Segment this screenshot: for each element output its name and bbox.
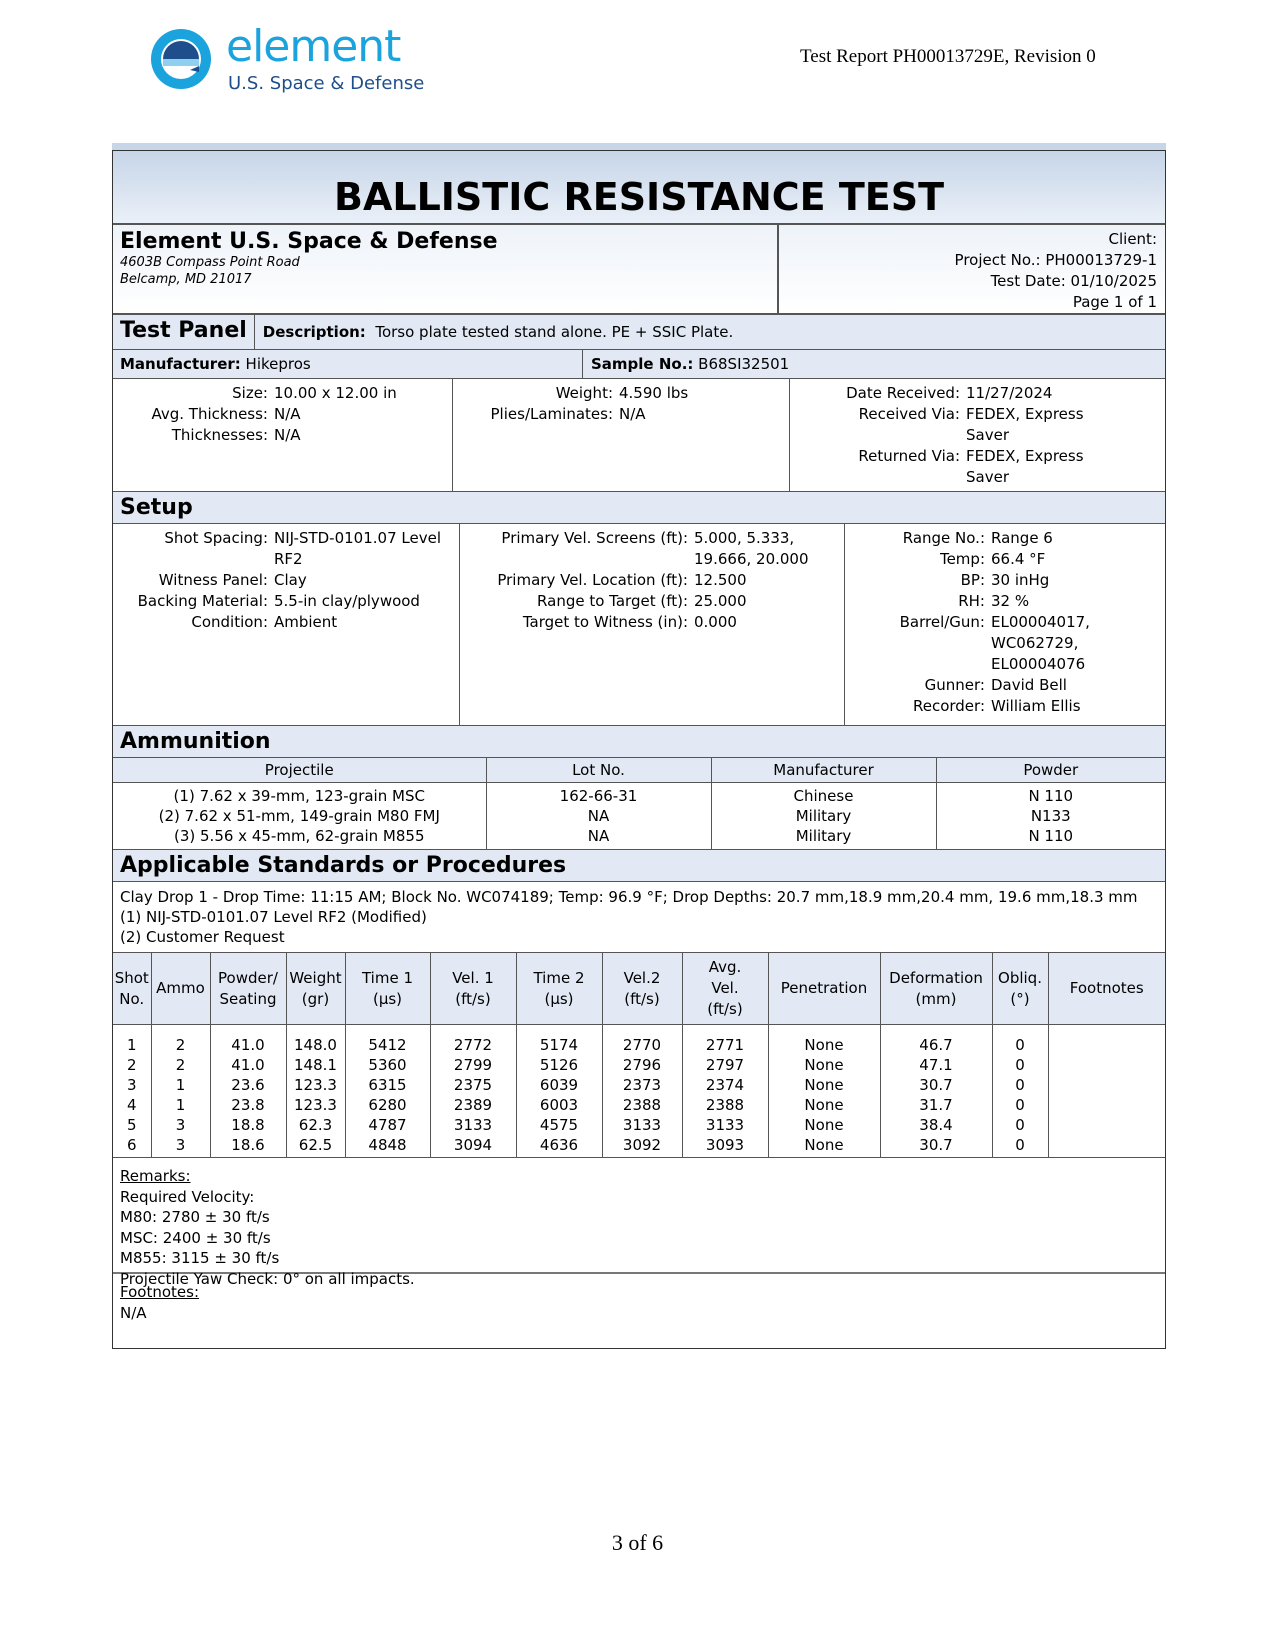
ammunition-row [113,806,1165,826]
page-number: 3 of 6 [611,1530,664,1555]
shot-header-line: Time 2 [533,968,585,987]
shot-cell-penetration: None [768,1025,880,1056]
shot-cell-powder-seating: 41.0 [210,1055,286,1075]
shot-cell-shot-no: 4 [113,1095,151,1115]
shot-cell-time-2: 5126 [516,1055,602,1075]
range-no-value: Range 6 [991,529,1053,547]
shot-cell-obliquity: 0 [992,1135,1048,1158]
ammo-lot: 162-66-31 [486,783,711,807]
rh-label: RH: [958,592,985,610]
report-title: BALLISTIC RESISTANCE TEST [113,151,1165,225]
manufacturer-label: Manufacturer: [120,355,241,373]
shot-header-line: Seating [219,989,277,1008]
shot-cell-weight: 123.3 [286,1075,345,1095]
ammo-powder: N133 [1030,807,1071,825]
ammo-projectile: (3) 5.56 x 45-mm, 62-grain M855 [113,826,486,850]
lab-address-1: 4603B Compass Point Road [120,255,300,270]
panel-details-col1 [113,379,453,491]
shot-cell-penetration: None [768,1115,880,1135]
shot-cell-vel-1: 2389 [430,1095,516,1115]
shot-cell-time-1: 4848 [345,1135,430,1158]
target-to-witness-value: 0.000 [694,613,737,631]
shot-header-line: (ft/s) [624,989,660,1008]
shot-cell-ammo: 1 [151,1095,210,1115]
panel-details-col2 [453,379,790,491]
shot-cell-avg-vel: 3133 [682,1115,768,1135]
description-value: Torso plate tested stand alone. PE + SSIC Plate. [375,323,734,341]
temp-label: Temp: [939,550,985,568]
shot-cell-ammo: 2 [151,1025,210,1056]
shot-cell-weight: 148.0 [286,1025,345,1056]
shot-cell-vel-1: 2375 [430,1075,516,1095]
bp-label: BP: [960,571,985,589]
sample-label: Sample No.: [591,355,694,373]
shot-cell-time-1: 4787 [345,1115,430,1135]
vel-location-value: 12.500 [694,571,747,589]
project-number: Project No.: PH00013729-1 [954,251,1157,269]
gunner-value: David Bell [991,676,1067,694]
report-id: Test Report PH00013729E, Revision 0 [800,46,1096,67]
returned-via-label: Returned Via: [858,447,960,465]
shot-cell-powder-seating: 41.0 [210,1025,286,1056]
thicknesses-label: Thicknesses: [171,426,268,444]
shot-header-footnotes [1048,953,1165,1025]
shot-header-time-1 [345,953,430,1025]
date-received-value: 11/27/2024 [966,384,1053,402]
ammunition-row [113,783,1165,807]
shot-cell-vel-2: 2388 [602,1095,682,1115]
backing-material-value: 5.5-in clay/plywood [274,592,420,610]
shot-cell-time-2: 6039 [516,1075,602,1095]
shot-cell-avg-vel: 3093 [682,1135,768,1158]
manufacturer-row [113,350,1165,379]
shot-header-line: No. [119,989,145,1008]
shot-header-time-2 [516,953,602,1025]
shot-cell-weight: 62.3 [286,1115,345,1135]
shot-cell-avg-vel: 2797 [682,1055,768,1075]
ammo-projectile: (1) 7.62 x 39-mm, 123-grain MSC [113,783,486,807]
page-of: Page 1 of 1 [1072,293,1157,311]
ammo-lot: NA [486,806,711,826]
shot-cell-ammo: 3 [151,1115,210,1135]
shot-header-row [113,953,1165,1025]
report-form [112,150,1166,1349]
ammo-powder: N 110 [1028,827,1074,845]
remarks-block [113,1158,1165,1288]
avg-thickness-value: N/A [274,405,301,423]
shot-cell-vel-2: 3133 [602,1115,682,1135]
shot-row [113,1055,1165,1075]
shot-cell-obliquity: 0 [992,1095,1048,1115]
shot-cell-avg-vel: 2771 [682,1025,768,1056]
shot-header-deformation [880,953,992,1025]
logo-wordmark: element [226,21,401,72]
shot-cell-powder-seating: 23.6 [210,1075,286,1095]
shot-cell-vel-2: 2770 [602,1025,682,1056]
shot-header-line: (mm) [915,989,957,1008]
shot-cell-time-2: 4575 [516,1115,602,1135]
shot-cell-time-2: 6003 [516,1095,602,1115]
shot-header-obliquity [992,953,1048,1025]
shot-header-shot-no [113,953,151,1025]
shot-header-powder-seating [210,953,286,1025]
condition-value: Ambient [274,613,338,631]
shot-header-line: Powder/ [218,968,278,987]
shot-cell-shot-no: 2 [113,1055,151,1075]
shot-cell-shot-no: 6 [113,1135,151,1158]
shot-spacing-label: Shot Spacing: [164,529,268,547]
shot-row [113,1025,1165,1056]
ammunition-table [113,758,1165,850]
ammo-lot: NA [486,826,711,850]
shot-header-weight [286,953,345,1025]
shot-cell-vel-1: 3094 [430,1135,516,1158]
ammo-header-powder: Powder [936,758,1165,783]
shot-cell-deformation: 31.7 [880,1095,992,1115]
shot-row [113,1135,1165,1158]
barrel-gun-value: EL00004017, WC062729, EL00004076 [991,613,1090,673]
shot-cell-footnotes [1048,1025,1165,1056]
panel-details [113,379,1165,492]
shot-cell-time-1: 6315 [345,1075,430,1095]
shot-header-vel-2 [602,953,682,1025]
lab-info [113,225,779,313]
ammo-manufacturer: Military [711,826,936,850]
shot-cell-vel-1: 2799 [430,1055,516,1075]
shot-header-line: Deformation [889,968,983,987]
standards-text [113,882,1165,953]
panel-details-col3 [790,379,1165,491]
received-via-label: Received Via: [858,405,960,423]
shot-header-line: (µs) [372,989,403,1008]
clay-drop-line: Clay Drop 1 - Drop Time: 11:15 AM; Block No. WC074189; Temp: 96.9 °F; Drop Depths: 20.7 mm,18.9 mm,20.4 mm, 19.6 mm,18.3 mm [120,888,1138,906]
shot-header-line: (gr) [301,989,330,1008]
vel-screens-label: Primary Vel. Screens (ft): [501,529,688,547]
weight-label: Weight: [555,384,613,402]
weight-value: 4.590 lbs [619,384,689,402]
shot-spacing-value: NIJ-STD-0101.07 Level RF2 [274,529,441,568]
shot-cell-powder-seating: 23.8 [210,1095,286,1115]
thicknesses-value: N/A [274,426,301,444]
shot-cell-time-2: 4636 [516,1135,602,1158]
test-panel-heading: Test Panel [113,315,255,349]
rh-value: 32 % [991,592,1030,610]
manufacturer-value: Hikepros [245,355,311,373]
recorder-value: William Ellis [991,697,1081,715]
shot-cell-weight: 62.5 [286,1135,345,1158]
lab-address-2: Belcamp, MD 21017 [120,272,252,287]
shot-cell-shot-no: 3 [113,1075,151,1095]
shot-header-line: Footnotes [1069,979,1144,997]
shot-cell-penetration: None [768,1095,880,1115]
remarks-label: Remarks: [120,1167,191,1185]
ammo-header-projectile: Projectile [113,758,486,783]
shot-row [113,1095,1165,1115]
received-via-value: FEDEX, Express Saver [966,405,1084,444]
range-to-target-label: Range to Target (ft): [537,592,688,610]
test-date: Test Date: 01/10/2025 [990,272,1157,290]
bp-value: 30 inHg [991,571,1050,589]
shot-cell-obliquity: 0 [992,1025,1048,1056]
shot-cell-deformation: 47.1 [880,1055,992,1075]
shot-header-ammo [151,953,210,1025]
shot-row [113,1115,1165,1135]
footnotes-label: Footnotes: [120,1283,199,1301]
shot-cell-deformation: 30.7 [880,1075,992,1095]
shot-cell-footnotes [1048,1055,1165,1075]
ammunition-header-row [113,758,1165,783]
shot-cell-obliquity: 0 [992,1075,1048,1095]
plies-value: N/A [619,405,646,423]
ammo-manufacturer: Chinese [711,783,936,807]
target-to-witness-label: Target to Witness (in): [522,613,688,631]
shot-cell-shot-no: 1 [113,1025,151,1056]
shot-row [113,1075,1165,1095]
barrel-gun-label: Barrel/Gun: [899,613,985,631]
sample-value: B68SI32501 [698,355,790,373]
title-accent-bar [112,143,1166,150]
witness-panel-value: Clay [274,571,307,589]
shot-header-line: Shot [114,968,149,987]
remark-line: M80: 2780 ± 30 ft/s [120,1208,270,1226]
shot-header-penetration [768,953,880,1025]
shot-cell-deformation: 46.7 [880,1025,992,1056]
ammunition-heading: Ammunition [113,726,1165,758]
shot-cell-ammo: 2 [151,1055,210,1075]
shot-header-line: (ft/s) [707,1000,743,1018]
remark-line: MSC: 2400 ± 30 ft/s [120,1228,271,1247]
header-block [113,225,1165,315]
shot-cell-weight: 148.1 [286,1055,345,1075]
shot-header-line: Vel. 1 [452,968,494,987]
shot-cell-penetration: None [768,1075,880,1095]
temp-value: 66.4 °F [991,550,1046,568]
shot-cell-shot-no: 5 [113,1115,151,1135]
ammo-projectile: (2) 7.62 x 51-mm, 149-grain M80 FMJ [113,806,486,826]
shot-header-avg-vel [682,953,768,1025]
remark-line: M855: 3115 ± 30 ft/s [120,1249,280,1267]
vel-location-label: Primary Vel. Location (ft): [497,571,688,589]
shot-header-line: Penetration [780,979,868,997]
remark-line: Required Velocity: [120,1187,255,1206]
shot-header-line: Obliq. [998,968,1042,987]
setup-details [113,524,1165,726]
ammo-header-manufacturer: Manufacturer [711,758,936,783]
shot-cell-penetration: None [768,1055,880,1075]
setup-col1 [113,524,460,725]
setup-col2 [460,524,845,725]
shot-header-line: Avg. [708,958,742,976]
shot-cell-vel-2: 2373 [602,1075,682,1095]
plies-label: Plies/Laminates: [490,405,613,423]
shot-cell-powder-seating: 18.8 [210,1115,286,1135]
vel-screens-value: 5.000, 5.333, 19.666, 20.000 [694,529,809,568]
shot-cell-ammo: 1 [151,1075,210,1095]
shot-cell-time-1: 5360 [345,1055,430,1075]
condition-label: Condition: [191,613,268,631]
shot-cell-avg-vel: 2374 [682,1075,768,1095]
setup-heading: Setup [113,492,1165,524]
shot-cell-time-1: 5412 [345,1025,430,1056]
test-panel-row [113,315,1165,350]
test-panel-description [255,315,741,349]
shot-cell-time-1: 6280 [345,1095,430,1115]
witness-panel-label: Witness Panel: [158,571,268,589]
ammo-manufacturer: Military [711,806,936,826]
shot-cell-deformation: 30.7 [880,1135,992,1158]
range-no-label: Range No.: [902,529,985,547]
shot-cell-penetration: None [768,1135,880,1158]
shot-cell-weight: 123.3 [286,1095,345,1115]
shot-header-vel-1 [430,953,516,1025]
date-received-label: Date Received: [846,384,960,402]
lab-name: Element U.S. Space & Defense [120,229,498,254]
description-label: Description: [262,323,366,341]
shot-cell-vel-1: 3133 [430,1115,516,1135]
shot-header-line: Ammo [156,979,205,997]
gunner-label: Gunner: [924,676,985,694]
footnotes-value: N/A [120,1303,147,1322]
shot-header-line: (µs) [544,989,574,1008]
shot-header-line: Vel.2 [623,968,661,987]
shot-cell-obliquity: 0 [992,1055,1048,1075]
element-logo-icon [150,28,212,90]
shot-cell-vel-1: 2772 [430,1025,516,1056]
client-info [779,225,1165,313]
client-label: Client: [1108,230,1157,248]
remark-line: Projectile Yaw Check: 0° on all impacts. [120,1269,415,1288]
manufacturer [113,350,583,378]
size-label: Size: [232,384,268,402]
shot-cell-deformation: 38.4 [880,1115,992,1135]
avg-thickness-label: Avg. Thickness: [151,405,268,423]
standards-heading: Applicable Standards or Procedures [113,850,1165,882]
setup-col3 [845,524,1165,725]
shot-cell-footnotes [1048,1095,1165,1115]
shot-cell-obliquity: 0 [992,1115,1048,1135]
standard-line: (1) NIJ-STD-0101.07 Level RF2 (Modified) [120,908,427,926]
backing-material-label: Backing Material: [137,592,268,610]
shot-cell-time-2: 5174 [516,1025,602,1056]
element-logo [150,21,425,100]
shot-header-line: (ft/s) [455,989,491,1008]
shot-cell-footnotes [1048,1075,1165,1095]
recorder-label: Recorder: [912,697,985,715]
shot-header-line: Vel. [711,979,739,997]
ammo-powder: N 110 [1028,787,1074,805]
ammunition-row [113,826,1165,850]
shot-cell-vel-2: 3092 [602,1135,682,1158]
shot-header-line: Time 1 [361,968,414,987]
shot-header-line: (°) [1010,989,1030,1008]
standard-line: (2) Customer Request [120,928,285,946]
shot-table [113,953,1165,1158]
sample-number [583,350,797,378]
shot-cell-vel-2: 2796 [602,1055,682,1075]
size-value: 10.00 x 12.00 in [274,384,397,402]
shot-cell-ammo: 3 [151,1135,210,1158]
shot-cell-avg-vel: 2388 [682,1095,768,1115]
logo-subtitle: U.S. Space & Defense [228,73,425,94]
range-to-target-value: 25.000 [694,592,747,610]
shot-cell-powder-seating: 18.6 [210,1135,286,1158]
ammo-header-lot: Lot No. [486,758,711,783]
shot-cell-footnotes [1048,1135,1165,1158]
shot-header-line: Weight [289,968,342,987]
shot-cell-footnotes [1048,1115,1165,1135]
returned-via-value: FEDEX, Express Saver [966,447,1084,486]
